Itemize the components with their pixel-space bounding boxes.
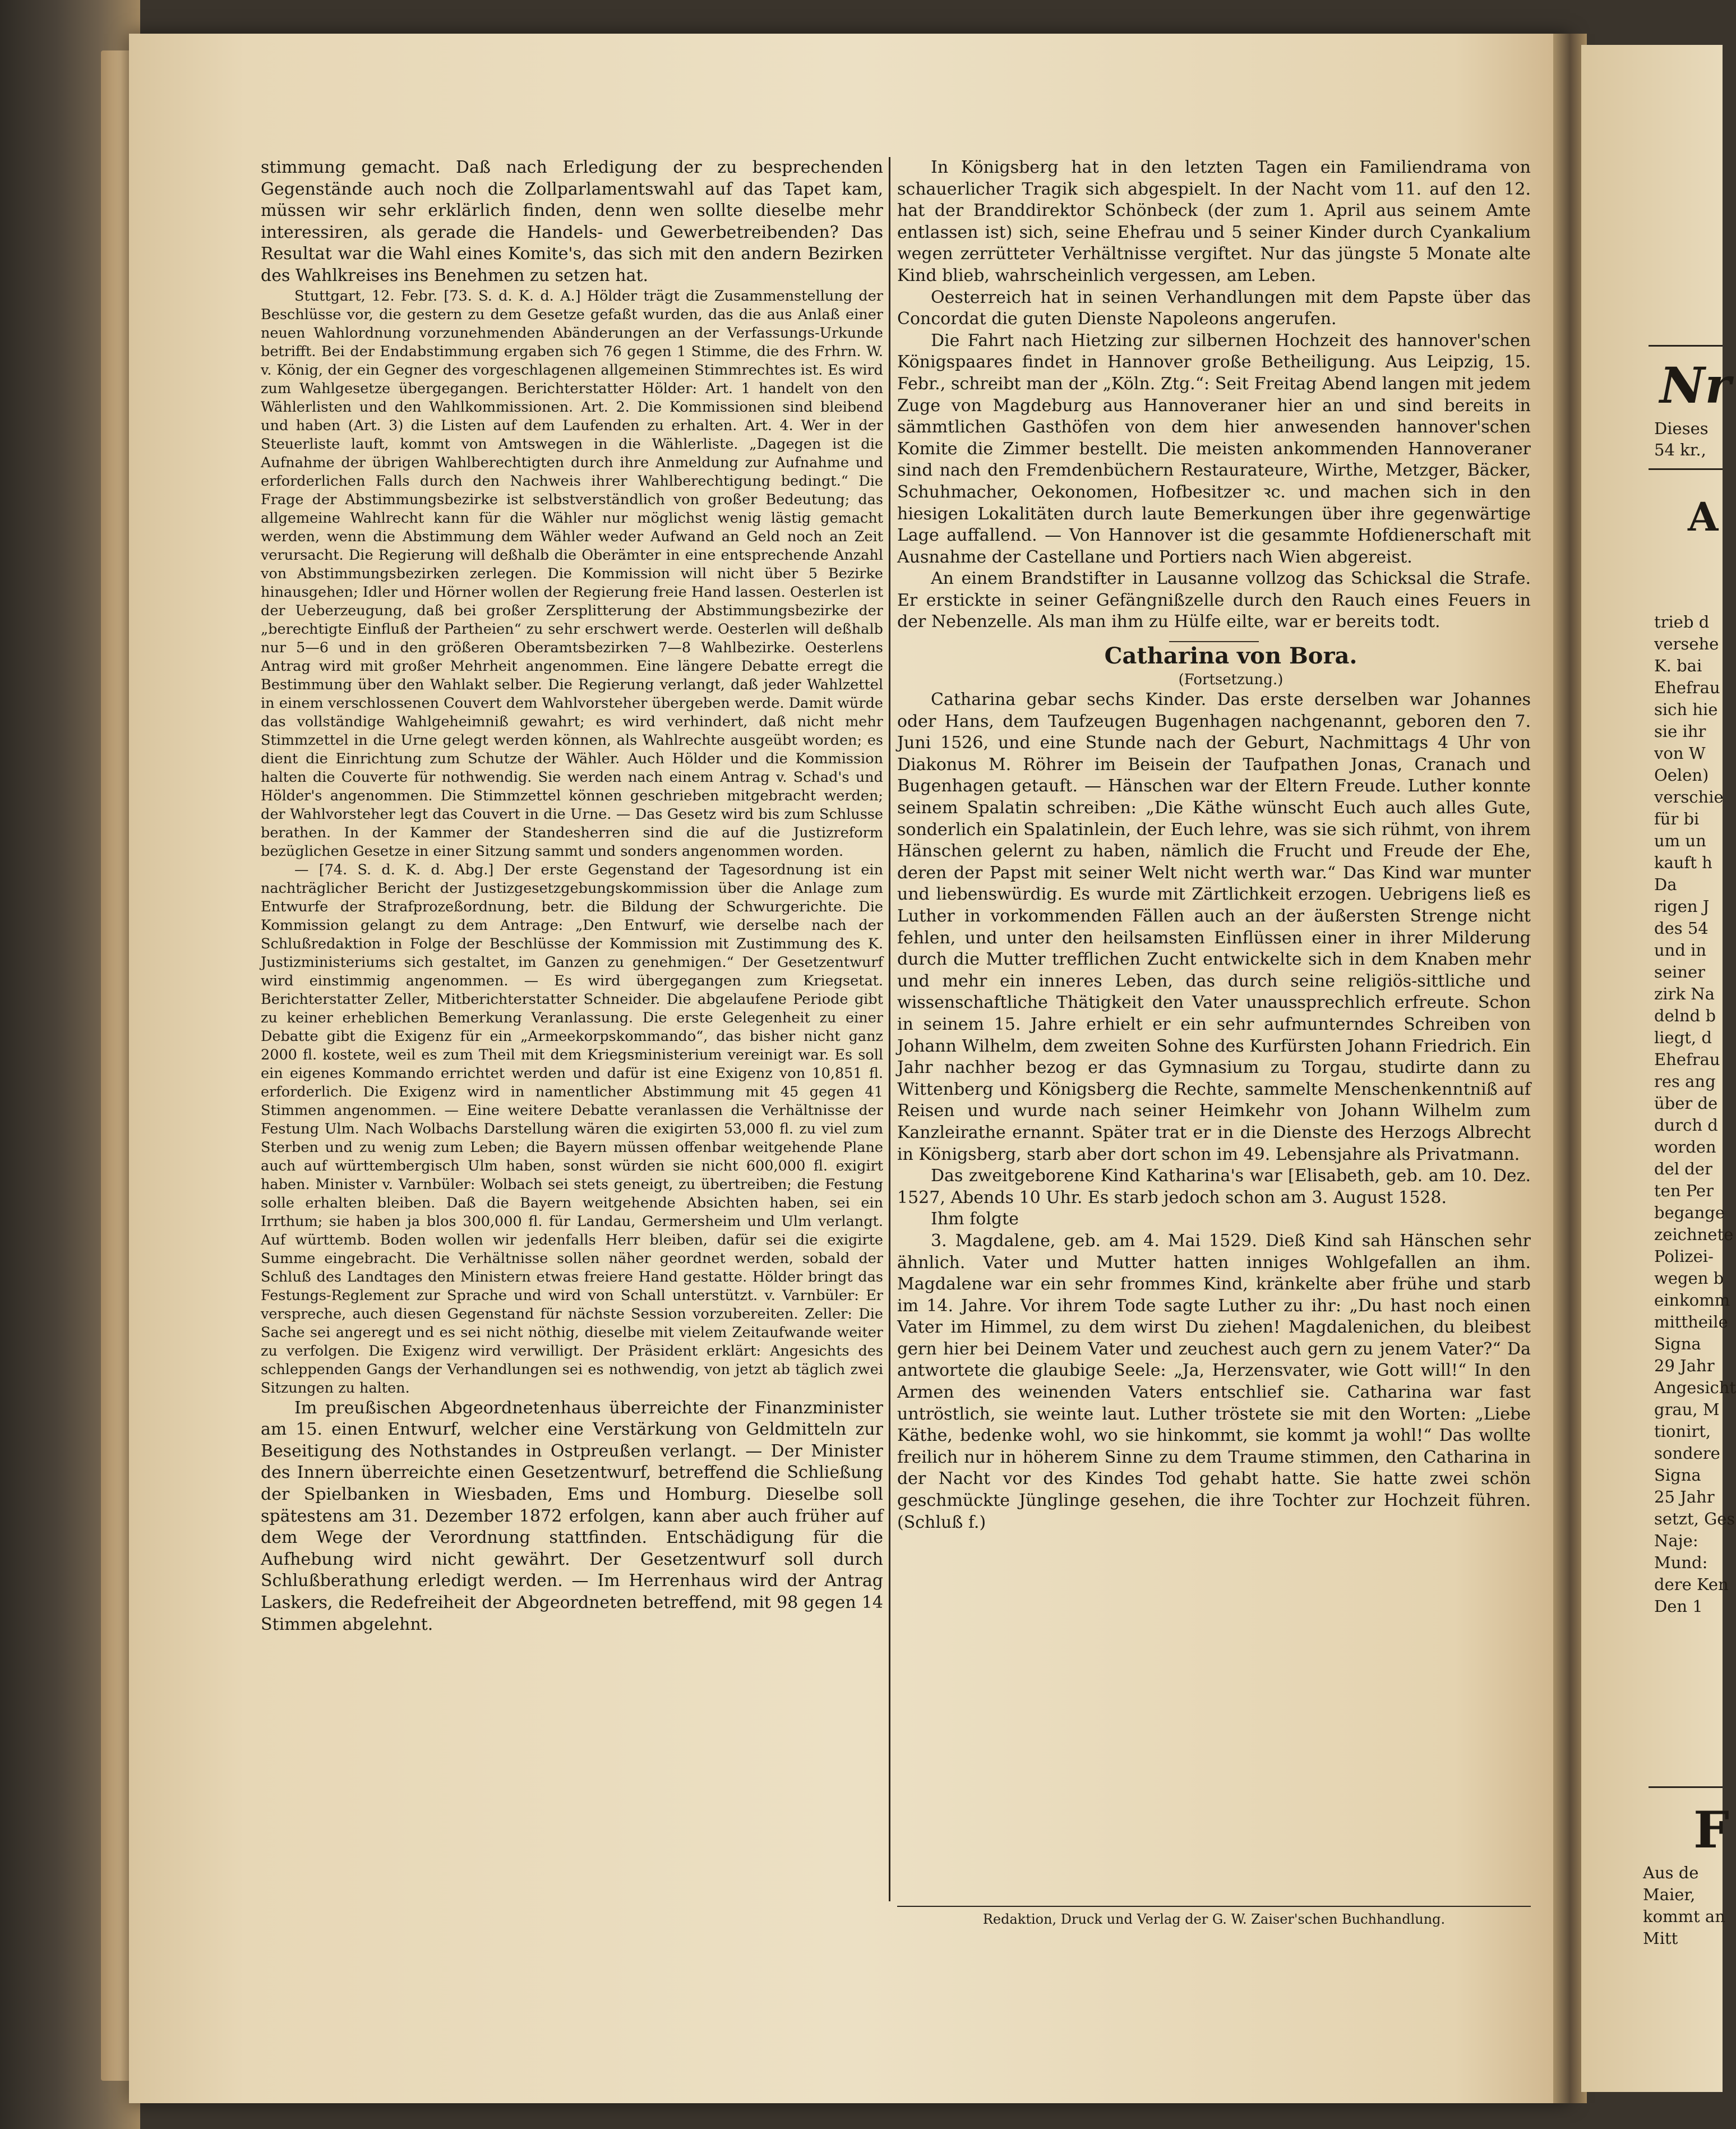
right-paragraph-3: Die Fahrt nach Hietzing zur silbernen Hochzeit des hannover'schen Königspaares findet in Hannover große Betheiligung. Aus Leipzig, 15. Febr., schreibt man der „Köln. Ztg.“: Seit Freitag Abend langen mit jedem Zuge von Magdeburg aus Hannoveraner hier an und sind bereits in sämmtlichen Gasthöfen von dem hier anwesenden hannover'schen Komite die Zimmer bestellt. Die meisten ankommenden Hannoveraner sind nach den Fremdenbüchern Restaurateure, Wirthe, Metzger, Bäcker, Schuhmacher, Oekonomen, Hofbesitzer ꝛc. und machen sich in den hiesigen Lokalitäten durch laute Bemerkungen über ihre gegenwärtige Lage auffallend. — Von Hannover ist die gesammte Hofdienerschaft mit Ausnahme der Castellane und Portiers nach Wien abgereist.	[897, 330, 1531, 567]
next-page-line: sie ihr	[1654, 722, 1706, 741]
next-page-line: Den 1	[1654, 1597, 1703, 1616]
next-page-line: 54 kr.,	[1654, 440, 1706, 459]
right-paragraph-7: Ihm folgte	[931, 1209, 1019, 1229]
next-page-foot-fragment: F	[1693, 1800, 1729, 1860]
next-page-foot-line: kommt an	[1643, 1907, 1725, 1926]
next-page-line: Mund:	[1654, 1553, 1708, 1572]
next-page-line: tionirt,	[1654, 1422, 1711, 1441]
next-page-line: K. bai	[1654, 656, 1702, 675]
next-page-line: sondere	[1654, 1444, 1720, 1463]
next-page-line: worden	[1654, 1137, 1716, 1156]
left-column	[261, 157, 883, 1635]
next-page-line: einkomm	[1654, 1291, 1730, 1310]
next-page-foot-line: Mitt	[1643, 1929, 1678, 1948]
next-page-line: ten Per	[1654, 1181, 1714, 1200]
next-page-line: sich hie	[1654, 700, 1718, 719]
next-page-line: Da	[1654, 875, 1677, 894]
next-page-line: Signa	[1654, 1466, 1701, 1485]
next-page-line: von W	[1654, 744, 1706, 763]
column-divider	[889, 157, 890, 1901]
next-page-line: rigen J	[1654, 897, 1710, 916]
next-page-line: zirk Na	[1654, 984, 1715, 1003]
next-page-line: zeichnete	[1654, 1225, 1734, 1244]
next-page-line: kauft h	[1654, 853, 1712, 872]
next-page-line: des 54	[1654, 919, 1709, 938]
right-paragraph-4: An einem Brandstifter in Lausanne vollzog das Schicksal die Strafe. Er erstickte in seiner Gefängnißzelle durch den Rauch eines Feuers in der Nebenzelle. Als man ihm zu Hülfe eilte, war er bereits todt.	[897, 569, 1531, 632]
next-page-line: 25 Jahr	[1654, 1487, 1715, 1506]
next-page-line: und in	[1654, 941, 1707, 960]
right-paragraph-8: 3. Magdalene, geb. am 4. Mai 1529. Dieß Kind sah Hänschen sehr ähnlich. Vater und Mutter hatten inniges Wohlgefallen an ihm. Magdalene war ein sehr frommes Kind, kränkelte aber frühe und starb im 14. Jahre. Vor ihrem Tode sagte Luther zu ihr: „Du hast noch einen Vater im Himmel, zu dem wirst Du ziehen! Magdalenichen, du bleibest gern hier bei Deinem Vater und zeuchest auch gern zu jenem Vater?“ Da antwortete die glaubige Seele: „Ja, Herzensvater, wie Gott will!“ In den Armen des weinenden Vaters entschlief sie. Catharina war fast untröstlich, sie weinte laut. Luther tröstete sie mit den Worten: „Liebe Käthe, bedenke wohl, wo sie hinkommt, sie kommt ja wohl!“ Das wollte freilich nur in höherem Sinne zu dem Traume stimmen, den Catharina in der Nacht vor des Kindes Tod gehabt hatte. Sie hatte zwei schön geschmückte Jünglinge gesehen, die ihre Tochter zur Hochzeit führen. (Schluß f.)	[897, 1231, 1531, 1532]
next-page-line: Ehefrau	[1654, 1050, 1720, 1069]
next-page-rule-top	[1649, 345, 1723, 347]
next-page-line: Dieses	[1654, 419, 1709, 438]
next-page-line: Polizei-	[1654, 1247, 1714, 1266]
left-paragraph-2: Stuttgart, 12. Febr. [73. S. d. K. d. A.] Hölder trägt die Zusammenstellung der Beschlüsse vor, die gestern zu dem Gesetze gefaßt wurden, das die aus Anlaß einer neuen Wahlordnung vorzunehmenden Abänderungen an der Verfassungs-Urkunde betrifft. Bei der Endabstimmung ergaben sich 76 gegen 1 Stimme, die des Frhrn. W. v. König, der ein Gegner des vorgeschlagenen allgemeinen Stimmrechtes ist. Es wird zum Wahlgesetze übergegangen. Berichterstatter Hölder: Art. 1 handelt von den Wählerlisten und den Wahlkommissionen. Art. 2. Die Kommissionen sind bleibend und haben (Art. 3) die Listen auf dem Laufenden zu erhalten. Art. 4. Wer in der Steuerliste lauft, kommt von Amtswegen in die Wählerliste. „Dagegen ist die Aufnahme der übrigen Wahlberechtigten durch ihre Anmeldung zur Aufnahme und erforderlichen Falls durch den Nachweis ihrer Wahlberechtigung bedingt.“ Die Frage der Abstimmungsbezirke ist selbstverständlich von großer Bedeutung; das allgemeine Wahlrecht kann für die Wähler nur möglichst wenig lästig gemacht werden, wenn die Abstimmung dem Wähler weder Aufwand an Geld noch an Zeit verursacht. Die Regierung will deßhalb die Oberämter in eine entsprechende Anzahl von Abstimmungsbezirken zerlegen. Die Kommission will nicht über 5 Bezirke hinausgehen; Idler und Hörner wollen der Regierung freie Hand lassen. Oesterlen ist der Ueberzeugung, daß bei großer Zersplitterung der Abstimmungsbezirke der „berechtigte Einfluß der Partheien“ zu sehr erschwert werde. Oesterlen will deßhalb nur 5—6 und in den größeren Oberamtsbezirken 7—8 Wahlbezirke. Oesterlens Antrag wird mit großer Mehrheit angenommen. Eine längere Debatte erregt die Bestimmung über den Wahlakt selber. Die Regierung verlangt, daß jeder Wahlzettel in einem verschlossenen Couvert dem Wahlvorsteher übergeben werde. Damit würde das vollständige Wahlgeheimniß gewahrt; es wird verhindert, daß nicht mehr Stimmzettel in die Urne gelegt werden können, als Wahlrechte ausgeübt worden; es dient die Einrichtung zum Schutze der Wähler. Auch Hölder und die Kommission halten die Couverte für nothwendig. Sie werden nach einem Antrag v. Schad's und Hölder's angenommen. Die Stimmzettel können geschrieben mitgebracht werden; der Wahlvorsteher legt das Couvert in die Urne. — Das Gesetz wird bis zum Schlusse berathen. In der Kammer der Standesherren sind die auf die Justizreform bezüglichen Gesetze in einer Sitzung sammt und sonders angenommen worden.	[261, 287, 883, 860]
next-page-line: trieb d	[1654, 612, 1710, 632]
next-page-foot-line: Aus de	[1643, 1863, 1699, 1882]
next-page-line: liegt, d	[1654, 1028, 1712, 1047]
next-page-line: del der	[1654, 1159, 1712, 1178]
next-page-line: Signa	[1654, 1334, 1701, 1353]
imprint: Redaktion, Druck und Verlag der G. W. Zaiser'schen Buchhandlung.	[982, 1911, 1446, 1927]
next-page-title-fragment: Nr	[1660, 356, 1731, 414]
right-paragraph-6: Das zweitgeborene Kind Katharina's war [Elisabeth, geb. am 10. Dez. 1527, Abends 10 Uhr. Es starb jedoch schon am 3. August 1528.	[897, 1166, 1531, 1208]
article-title: Catharina von Bora.	[1104, 643, 1358, 670]
next-page-line: mittheile	[1654, 1312, 1728, 1331]
next-page-line: für bi	[1654, 809, 1700, 828]
next-page-line: setzt, Ges	[1654, 1509, 1735, 1528]
left-paragraph-3: — [74. S. d. K. d. Abg.] Der erste Gegenstand der Tagesordnung ist ein nachträglicher Bericht der Justizgesetzgebungskommission über die Anlage zum Entwurfe der Strafprozeßordnung, betr. die Bildung der Schwurgerichte. Die Kommission gelangt zu dem Antrage: „Den Entwurf, wie derselbe nach der Schlußredaktion in Folge der Beschlüsse der Kommission mit Zustimmung des K. Justizministeriums sich gestaltet, im Ganzen zu genehmigen.“ Der Gesetzentwurf wird einstimmig angenommen. — Es wird übergegangen zum Kriegsetat. Berichterstatter Zeller, Mitberichterstatter Schneider. Die abgelaufene Periode gibt zu keiner erheblichen Bemerkung Veranlassung. Die erste Gelegenheit zu einer Debatte gibt die Exigenz für ein „Armeekorpskommando“, das bisher nicht ganz 2000 fl. kostete, weil es zum Theil mit dem Kriegsministerium vereinigt war. Es soll ein eigenes Kommando errichtet werden und dafür ist eine Exigenz von 10,851 fl. erforderlich. Die Exigenz wird in namentlicher Abstimmung mit 45 gegen 41 Stimmen angenommen. — Eine weitere Debatte veranlassen die Verhältnisse der Festung Ulm. Nach Wolbachs Darstellung wären die exigirten 53,000 fl. zu viel zum Sterben und zu wenig zum Leben; die Bayern müssen offenbar weitgehende Plane auch auf württembergisch Ulm haben, sonst würden sie nicht 600,000 fl. exigirt haben. Minister v. Varnbüler: Wolbach sei stets geneigt, zu übertreiben; die Festung solle erhalten bleiben. Daß die Bayern weitgehende Absichten haben, sei ein Irrthum; sie haben ja blos 300,000 fl. für Landau, Germersheim und Ulm verlangt. Auf württemb. Boden wollen wir jedenfalls Herr bleiben, dafür sei die exigirte Summe eingebracht. Die Verhältnisse sollen näher geordnet werden, sobald der Schluß des Landtages den Ministern etwas freiere Hand gestatte. Hölder bringt das Festungs-Reglement zur Sprache und wird von Schall unterstützt. v. Varnbüler: Er verspreche, auch diesen Gegenstand für nächste Session vorzubereiten. Zeller: Die Sache sei angeregt und es sei nicht nöthig, dieselbe mit vielem Zeitaufwande weiter zu verfolgen. Die Exigenz wird verwilligt. Der Präsident erklärt: Angesichts des schleppenden Gangs der Verhandlungen sei es nothwendig, von jetzt ab täglich zwei Sitzungen zu halten.	[261, 861, 883, 1397]
next-page-line: wegen b	[1654, 1269, 1724, 1288]
next-page-heading-fragment: A	[1688, 494, 1719, 540]
imprint-rule	[897, 1906, 1531, 1907]
left-paragraph-4: Im preußischen Abgeordnetenhaus überreichte der Finanzminister am 15. einen Entwurf, welcher eine Verstärkung von Geldmitteln zur Beseitigung des Nothstandes in Ostpreußen verlangt. — Der Minister des Innern überreichte einen Gesetzentwurf, betreffend die Schließung der Spielbanken in Wiesbaden, Ems und Homburg. Dieselbe soll spätestens am 31. Dezember 1872 erfolgen, kann aber auch früher auf dem Wege der Verordnung stattfinden. Entschädigung für die Aufhebung wird nicht gewährt. Der Gesetzentwurf soll durch Schlußberathung erledigt werden. — Im Herrenhaus wird der Antrag Laskers, die Redefreiheit der Abgeordneten betreffend, mit 98 gegen 14 Stimmen abgelehnt.	[261, 1398, 883, 1634]
next-page-line: grau, M	[1654, 1400, 1720, 1419]
right-paragraph-2: Oesterreich hat in seinen Verhandlungen mit dem Papste über das Concordat die guten Dienste Napoleons angerufen.	[897, 287, 1531, 329]
next-page-line: durch d	[1654, 1116, 1718, 1135]
next-page-line: über de	[1654, 1094, 1718, 1113]
next-page-line: Ehefrau	[1654, 678, 1720, 697]
next-page-rule-bottom	[1649, 1786, 1723, 1788]
left-paragraph-1: stimmung gemacht. Daß nach Erledigung der zu besprechenden Gegenstände auch noch die Zollparlamentswahl auf das Tapet kam, müssen wir sehr erklärlich finden, denn wen sollte dieselbe mehr interessiren, als gerade die Handels- und Gewerbetreibenden? Das Resultat war die Wahl eines Komite's, das sich mit den andern Bezirken des Wahlkreises ins Benehmen zu setzen hat.	[261, 158, 883, 285]
next-page-line: Oelen)	[1654, 766, 1709, 785]
next-page-line: Angesicht	[1654, 1378, 1736, 1397]
next-page-rule	[1649, 468, 1723, 470]
next-page-line: res ang	[1654, 1072, 1716, 1091]
right-paragraph-1: In Königsberg hat in den letzten Tagen ein Familiendrama von schauerlicher Tragik sich abgespielt. In der Nacht vom 11. auf den 12. hat der Branddirektor Schönbeck (der zum 1. April aus seinem Amte entlassen ist) sich, seine Ehefrau und 5 seiner Kinder durch Cyankalium wegen zerrütteter Verhältnisse vergiftet. Nur das jüngste 5 Monate alte Kind blieb, wahrscheinlich vergessen, am Leben.	[897, 158, 1531, 285]
next-page-line: dere Ken	[1654, 1575, 1729, 1594]
next-page-line: versehe	[1654, 634, 1719, 653]
next-page-line: seiner	[1654, 962, 1706, 981]
right-paragraph-5: Catharina gebar sechs Kinder. Das erste derselben war Johannes oder Hans, dem Taufzeugen Bugenhagen nachgenannt, geboren den 7. Juni 1526, und eine Stunde nach der Geburt, Nachmittags 4 Uhr von Diakonus M. Röhrer im Beisein der Taufpathen Jonas, Cranach und Bugenhagen getauft. — Hänschen war der Eltern Freude. Luther konnte seinem Spalatin schreiben: „Die Käthe wünscht Euch auch alles Gute, sonderlich ein Spalatinlein, der Euch lehre, was sie sich rühmt, von ihrem Hänschen gelernt zu haben, nämlich die Frucht und Freude der Ehe, deren der Papst mit seiner Welt nicht werth war.“ Das Kind war munter und liebenswürdig. Es wurde mit Zärtlichkeit erzogen. Uebrigens ließ es Luther in vorkommenden Fällen auch an der äußersten Strenge nicht fehlen, und unter den heilsamsten Einflüssen einer in ihrer Milderung durch die Mutter trefflichen Zucht entwickelte sich in dem Knaben mehr und mehr ein inneres Leben, das durch seine religiös-sittliche und wissenschaftliche Thätigkeit den Vater unaussprechlich erfreute. Schon in seinem 15. Jahre erhielt er ein sehr aufmunterndes Schreiben von Johann Wilhelm, dem zweiten Sohne des Kurfürsten Johann Friedrich. Ein Jahr nachher bezog er das Gymnasium zu Torgau, studirte dann zu Wittenberg und Königsberg die Rechte, sammelte Menschenkenntniß auf Reisen und wurde nach seiner Heimkehr von Johann Wilhelm zum Kanzleirathe ernannt. Später trat er in die Dienste des Herzogs Albrecht in Königsberg, starb aber dort schon im 49. Lebensjahre als Privatmann.	[897, 690, 1531, 1164]
next-page-line: verschie	[1654, 787, 1724, 807]
next-page-line: 29 Jahr	[1654, 1356, 1715, 1375]
right-column	[897, 157, 1531, 1533]
next-page-line: begange	[1654, 1203, 1725, 1222]
next-page-foot-line: Maier,	[1643, 1885, 1696, 1904]
next-page-line: Naje:	[1654, 1531, 1698, 1550]
next-page-line: delnd b	[1654, 1006, 1716, 1025]
next-page-line: um un	[1654, 831, 1706, 850]
article-subtitle: (Fortsetzung.)	[1178, 671, 1283, 689]
